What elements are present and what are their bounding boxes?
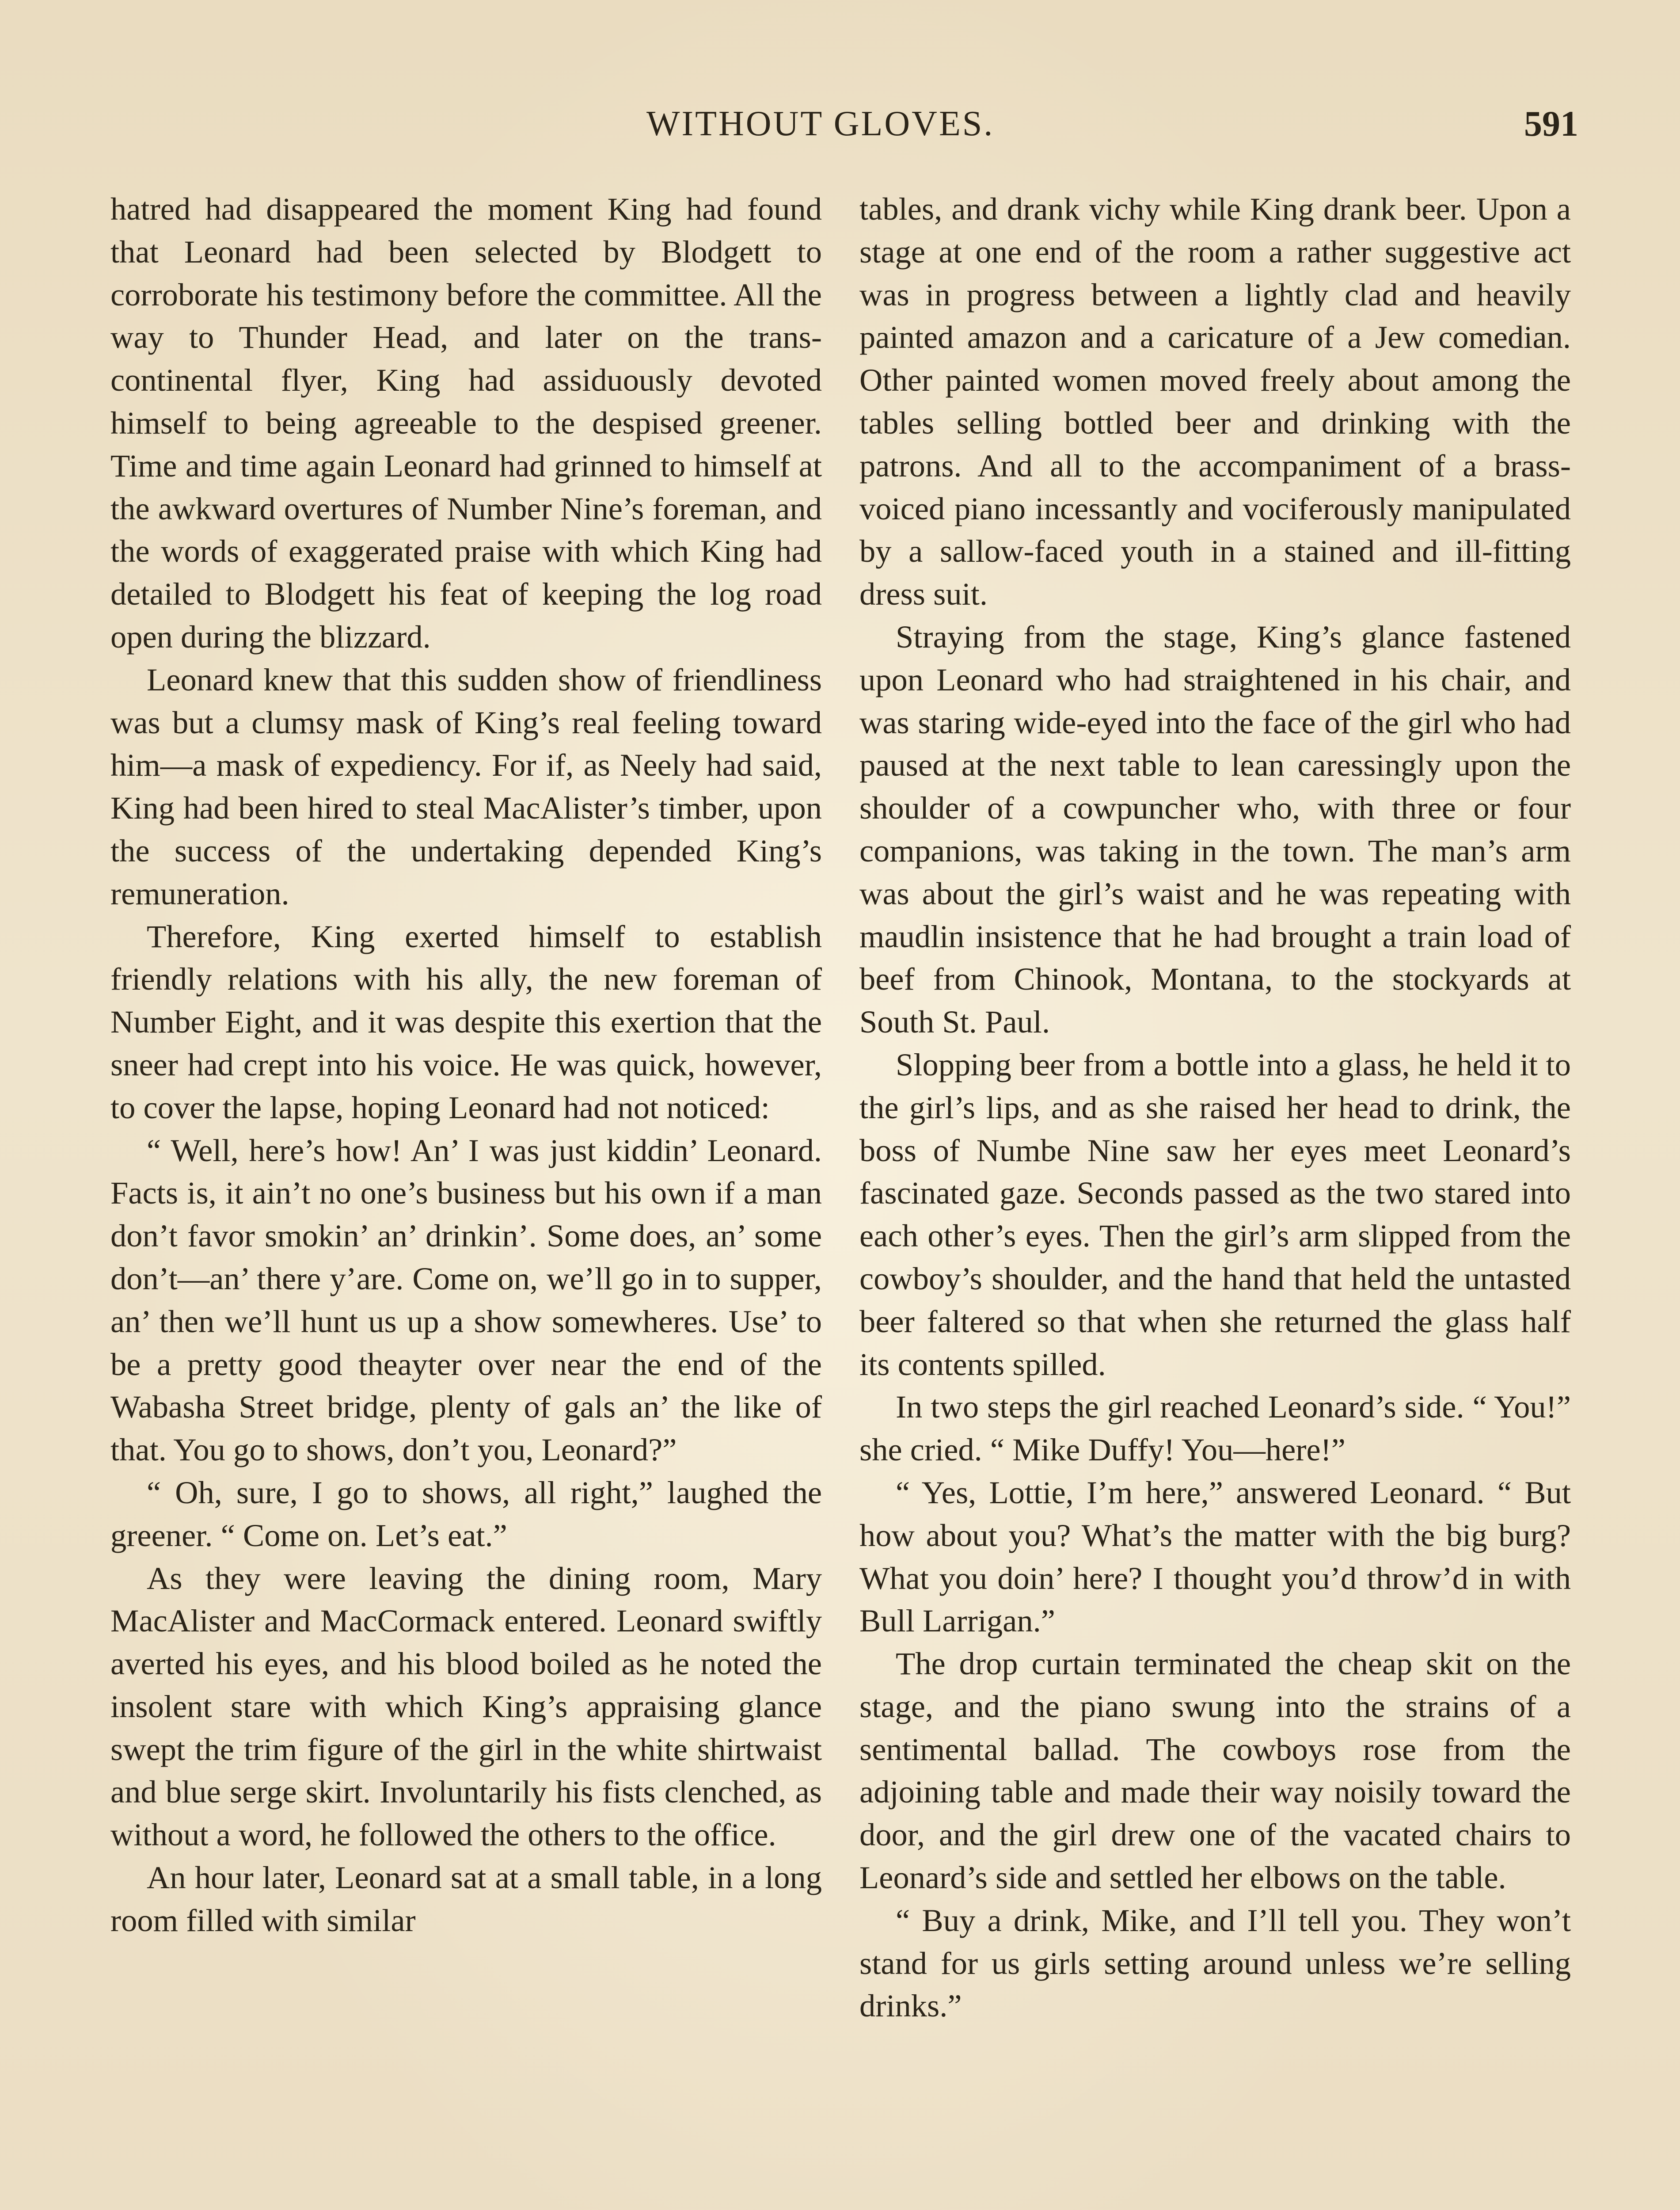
paragraph: “ Buy a drink, Mike, and I’ll tell you. They won’t stand for us girls setting around unless we’re selling drinks.” <box>859 1902 1571 2024</box>
paragraph: The drop curtain terminated the cheap skit on the stage, and the piano swung into the strains of a sentimental ballad. The cowboys rose from the adjoining table and made their way noisily toward the door, and the girl drew one of the vacated chairs to Leonard’s side and settled her elbows on the table. <box>859 1646 1571 1896</box>
paragraph: Therefore, King exerted himself to establish friendly relations with his ally, the new foreman of Number Eight, and it was despite this exertion that the sneer had crept into his voice. He was quick, however, to cover the lapse, hoping Leonard had not noticed: <box>110 918 822 1125</box>
page-number: 591 <box>1524 103 1578 144</box>
paragraph: “ Yes, Lottie, I’m here,” answered Leonard. “ But how about you? What’s the matter with the big burg? What you doin’ here? I thought you’d throw’d in with Bull Larrigan.” <box>859 1474 1571 1639</box>
running-head <box>0 99 1680 148</box>
paragraph: An hour later, Leonard sat at a small table, in a long room filled with similar <box>110 1859 822 1938</box>
paragraph: hatred had disappeared the moment King had found that Leonard had been selected by Blodgett to corroborate his testimony before the committee. All the way to Thunder Head, and later on the trans-continental flyer, King had assiduously devoted himself to being agreeable to the despised greener. Time and time again Leonard had grinned to himself at the awkward overtures of Number Nine’s foreman, and the words of exaggerated praise with which King had detailed to Blodgett his feat of keeping the log road open during the blizzard. <box>110 191 822 655</box>
paragraph: Leonard knew that this sudden show of friendliness was but a clumsy mask of King’s real feeling toward him—a mask of expediency. For if, as Neely had said, King had been hired to steal MacAlister’s timber, upon the success of the undertaking depended King’s remuneration. <box>110 661 822 911</box>
paragraph: In two steps the girl reached Leonard’s side. “ You!” she cried. “ Mike Duffy! You—here!” <box>859 1389 1571 1468</box>
paragraph: “ Oh, sure, I go to shows, all right,” laughed the greener. “ Come on. Let’s eat.” <box>110 1474 822 1553</box>
left-column <box>110 188 822 1942</box>
paragraph: “ Well, here’s how! An’ I was just kiddin’ Leonard. Facts is, it ain’t no one’s business but his own if a man don’t favor smokin’ an’ drinkin’. Some does, an’ some don’t—an’ there y’are. Come on, we’ll go in to supper, an’ then we’ll hunt us up a show somewheres. Use’ to be a pretty good theayter over near the end of the Wabasha Street bridge, plenty of gals an’ the like of that. You go to shows, don’t you, Leonard?” <box>110 1132 822 1468</box>
right-column <box>859 188 1571 2027</box>
paragraph: As they were leaving the dining room, Mary MacAlister and MacCormack entered. Leonard swiftly averted his eyes, and his blood boiled as he noted the insolent stare with which King’s appraising glance swept the trim figure of the girl in the white shirtwaist and blue serge skirt. Involuntarily his fists clenched, as without a word, he followed the others to the office. <box>110 1560 822 1853</box>
paragraph: Straying from the stage, King’s glance fastened upon Leonard who had straightened in his chair, and was staring wide-eyed into the face of the girl who had paused at the next table to lean caressingly upon the shoulder of a cowpuncher who, with three or four companions, was taking in the town. The man’s arm was about the girl’s waist and he was repeating with maudlin insistence that he had brought a train load of beef from Chinook, Montana, to the stockyards at South St. Paul. <box>859 618 1571 1040</box>
paragraph: Slopping beer from a bottle into a glass, he held it to the girl’s lips, and as she raised her head to drink, the boss of Numbe Nine saw her eyes meet Leonard’s fascinated gaze. Seconds passed as the two stared into each other’s eyes. Then the girl’s arm slipped from the cowboy’s shoulder, and the hand that held the untasted beer faltered so that when she returned the glass half its contents spilled. <box>859 1046 1571 1382</box>
paragraph: tables, and drank vichy while King drank beer. Upon a stage at one end of the room a rather suggestive act was in progress between a lightly clad and heavily painted amazon and a caricature of a Jew comedian. Other painted women moved freely about among the tables selling bottled beer and drinking with the patrons. And all to the accompaniment of a brass-voiced piano incessantly and vociferously manipulated by a sallow-faced youth in a stained and ill-fitting dress suit. <box>859 191 1571 612</box>
running-title: WITHOUT GLOVES. <box>646 104 995 143</box>
